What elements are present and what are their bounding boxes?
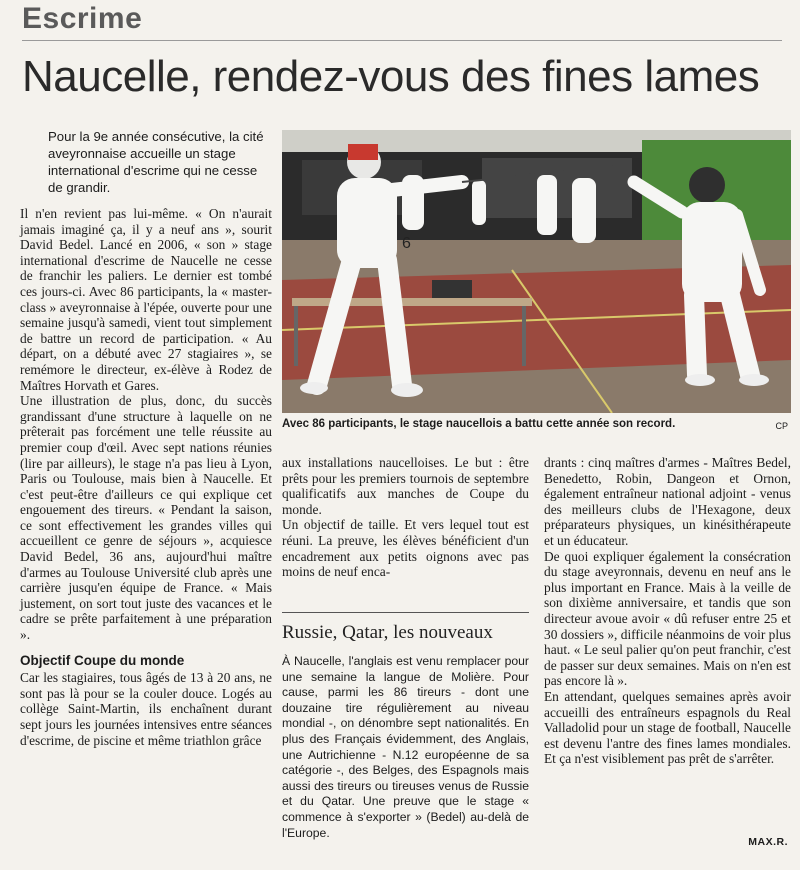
col3-paragraph-2: De quoi expliquer également la consécration du stage aveyronnais, devenu en neuf ans le plus important en France. Mais à la veille de son dixième anniversaire, et tandis que son directeur avoue avoir « dû refuser entre 25 et 30 dossiers », difficile néanmoins de voir plus haut. « Le seul palier qu'on peut franchir, c'est de passer sur deux semaines. Mais on n'en est pas encore là ».: [544, 548, 791, 689]
col1-paragraph-2: Une illustration de plus, donc, du succès grandissant d'une structure à laquelle on ne prêterait pas forcément une telle réussite au premier coup d'œil. Avec sept nations réunies (lire par ailleurs), le stage n'a pas lieu à Lyon, Paris ou Toulouse, mais bien à Naucelle. Et c'est peut-être d'ailleurs ce qui explique cet engouement des tireurs. « Pendant la saison, ce sont effectivement les grandes villes qui accueillent ce genre de séjours », acquiesce David Bedel, 36 ans, aujourd'hui maître d'armes au Toulouse Université club après une carrière jusqu'en équipe de France. « Mais justement, on sort tout juste des vacances et le cadre se prête parfaitement à une préparation ».: [20, 393, 272, 643]
photo-credit: CP: [775, 421, 788, 431]
bib-number: 6: [402, 235, 411, 252]
score-table: [292, 298, 532, 306]
sidebar-box-text: [282, 654, 529, 841]
sidebar-box-title: Russie, Qatar, les nouveaux: [282, 622, 493, 643]
fencing-photo: [282, 130, 791, 413]
col3-paragraph-1: drants : cinq maîtres d'armes - Maîtres Bedel, Benedetto, Robin, Dangeon et Ornon, également entraîneur national adjoint - venus des meilleurs clubs de l'Hexagone, deux préparateurs physiques, un kinésithérapeute et un éducateur.: [544, 455, 791, 548]
fencing-scene: [282, 130, 791, 413]
author-signature: MAX.R.: [748, 836, 788, 848]
col2-paragraph-1: aux installations naucelloises. Le but : être prêts pour les premiers tournois de septembre qualificatifs aux manches de Coupe du monde.: [282, 455, 529, 517]
col1-paragraph-3: Car les stagiaires, tous âgés de 13 à 20 ans, ne sont pas là pour se la couler douce. Logés au collège Saint-Martin, ils enchaînent durant sept jours les journées intensives entre séances d'escrime, de piscine et même triathlon grâce: [20, 670, 272, 748]
section-kicker: Escrime: [22, 2, 143, 35]
lead-paragraph: Pour la 9e année consécutive, la cité aveyronnaise accueille un stage international d'escrime qui ne cesse de grandir.: [48, 129, 264, 195]
col3-paragraph-3: En attendant, quelques semaines après avoir accueilli des entraîneurs espagnols du Real Valladolid pour un stage de football, Naucelle est devenu l'antre des fines lames mondiales. Et ça n'est visiblement pas prêt de s'arrêter.: [544, 688, 791, 767]
column-1: [20, 206, 272, 748]
sidebar-box-paragraph: À Naucelle, l'anglais est venu remplacer pour une semaine la langue de Molière. Pour cause, parmi les 86 tireurs - dont une douzaine tire régulièrement au niveau mondial -, on dénombre sept nationalités. En plus des Français évidemment, des Anglais, une Autrichienne - N.12 européenne de sa catégorie -, des Belges, des Espagnols mais aussi des tireurs ou tireuses venus de Russie et du Qatar. Une preuve que le stage « commence à s'exporter » (Bedel) au-delà de l'Europe.: [282, 654, 529, 840]
photo-caption: Avec 86 participants, le stage naucellois a battu cette année son record.: [282, 418, 676, 430]
subhead: Objectif Coupe du monde: [20, 652, 185, 668]
col1-paragraph-1: Il n'en revient pas lui-même. « On n'aurait jamais imaginé ça, il y a neuf ans », sourit David Bedel. Lancé en 2006, « son » stage international d'escrime de Naucelle ne cesse de franchir les paliers. Le dernier est tombé ces jours-ci. Avec 86 participants, la « master-class » aveyronnaise à l'épée, ouverte pour une semaine jusqu'à samedi, vient tout simplement de battre un record de participation. « Au départ, on a débuté avec 27 stagiaires », se remémore le directeur, ex-élève à Rodez de Maîtres Horvath et Gares.: [20, 206, 272, 393]
section-rule: [22, 40, 782, 41]
col2-paragraph-2: Un objectif de taille. Et vers lequel tout est réuni. La preuve, les élèves bénéficient d'un encadrement aux petits oignons avec pas moins de neuf enca-: [282, 517, 529, 580]
column-3: [544, 455, 791, 767]
column-2: [282, 455, 529, 580]
headline: Naucelle, rendez-vous des fines lames: [22, 52, 760, 101]
box-rule: [282, 612, 529, 613]
